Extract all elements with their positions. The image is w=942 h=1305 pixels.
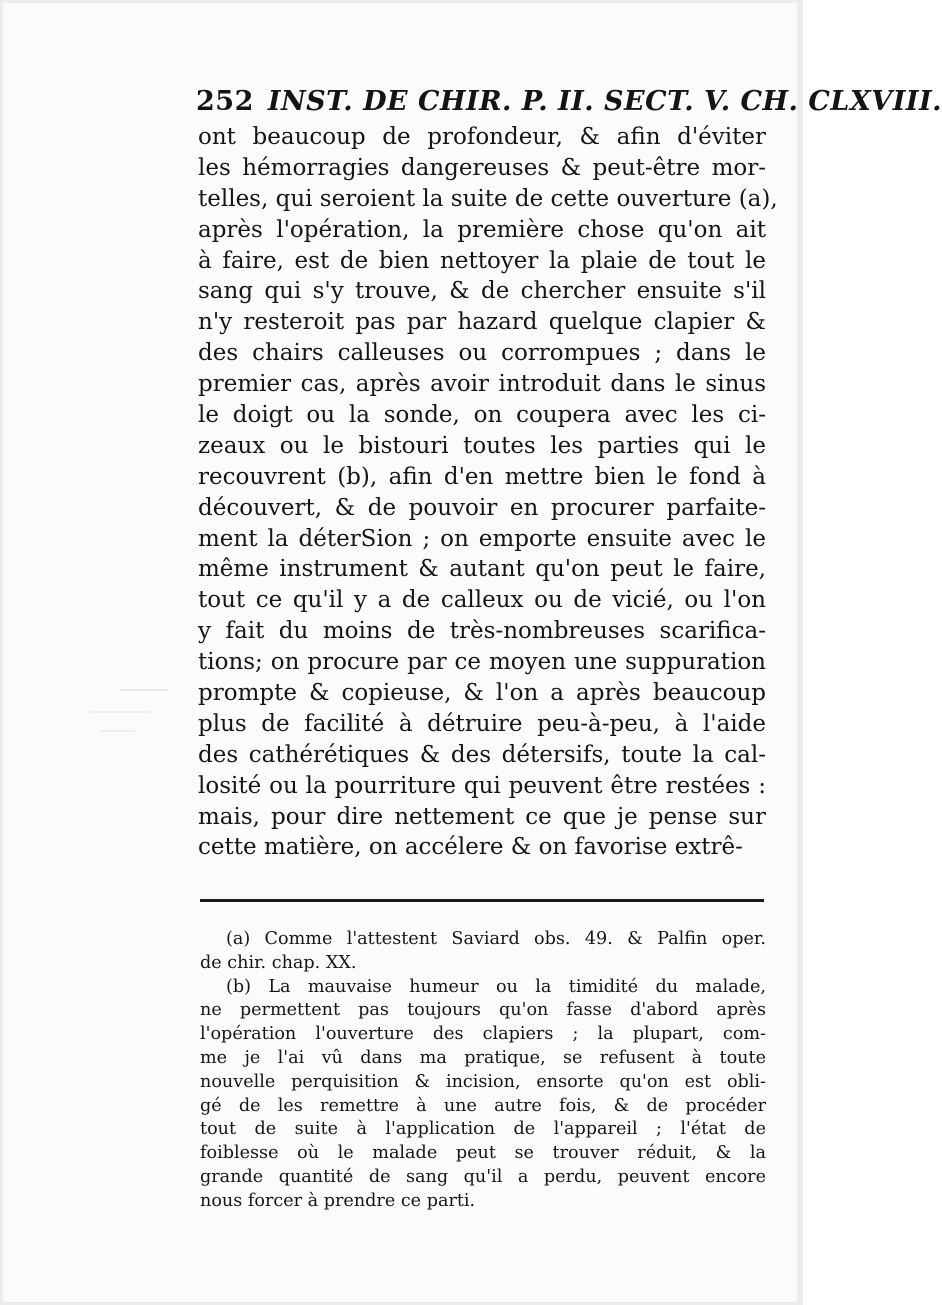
text-line: premier cas, après avoir introduit dans le sinus bbox=[198, 371, 766, 398]
footnote-line: tout de suite à l'application de l'appareil ; l'état de bbox=[200, 1119, 766, 1140]
text-line: n'y resteroit pas par hazard quelque clapier & bbox=[198, 309, 766, 336]
footnote-line: de chir. chap. XX. bbox=[200, 952, 357, 973]
text-line: zeaux ou le bistouri toutes les parties qui le bbox=[198, 432, 766, 459]
text-line: mais, pour dire nettement ce que je pense sur bbox=[198, 803, 766, 830]
running-title: INST. DE CHIR. P. II. SECT. V. CH. CLXVIII. bbox=[267, 86, 942, 117]
text-line: tout ce qu'il y a de calleux ou de vicié, ou l'on bbox=[198, 587, 766, 614]
text-line: losité ou la pourriture qui peuvent être restées : bbox=[198, 772, 766, 799]
footnote-line: ne permettent pas toujours qu'on fasse d'abord après bbox=[200, 1000, 766, 1021]
page-number: 252 bbox=[196, 86, 254, 117]
text-line: prompte & copieuse, & l'on a après beaucoup bbox=[198, 680, 766, 707]
text-line: plus de facilité à détruire peu-à-peu, à l'aide bbox=[198, 710, 766, 737]
text-line: ont beaucoup de profondeur, & afin d'éviter bbox=[198, 124, 766, 150]
text-line: après l'opération, la première chose qu'on ait bbox=[198, 216, 766, 243]
footnote-line: foiblesse où le malade peut se trouver réduit, & la bbox=[200, 1143, 766, 1164]
footnote-line: (a) Comme l'attestent Saviard obs. 49. & Palfin oper. bbox=[226, 929, 766, 949]
text-line: tions; on procure par ce moyen une suppuration bbox=[198, 649, 766, 676]
running-header bbox=[196, 86, 942, 117]
main-text bbox=[198, 122, 778, 863]
footnote-line: l'opération l'ouverture des clapiers ; la plupart, com- bbox=[200, 1024, 766, 1045]
text-line: à faire, est de bien nettoyer la plaie de tout le bbox=[198, 247, 766, 274]
text-line: ment la déterSion ; on emporte ensuite avec le bbox=[198, 525, 766, 552]
text-line: cette matière, on accélere & on favorise extrê- bbox=[198, 834, 743, 861]
text-line: sang qui s'y trouve, & de chercher ensuite s'il bbox=[198, 278, 766, 305]
footnote-line: nous forcer à prendre ce parti. bbox=[200, 1190, 476, 1211]
footnote-line: (b) La mauvaise humeur ou la timidité du malade, bbox=[226, 976, 766, 997]
text-line: y fait du moins de très-nombreuses scarifica- bbox=[198, 618, 766, 645]
text-line: le doigt ou la sonde, on coupera avec les ci- bbox=[198, 402, 766, 429]
text-line: les hémorragies dangereuses & peut-être mor- bbox=[198, 154, 766, 181]
text-line: recouvrent (b), afin d'en mettre bien le fond à bbox=[198, 463, 766, 490]
footnote-line: me je l'ai vû dans ma pratique, se refusent à toute bbox=[200, 1047, 766, 1068]
text-line: découvert, & de pouvoir en procurer parfaite- bbox=[198, 494, 766, 521]
text-line: telles, qui seroient la suite de cette ouverture (a), bbox=[198, 185, 778, 212]
footnote-line: nouvelle perquisition & incision, ensorte qu'on est obli- bbox=[200, 1071, 766, 1092]
text-line: même instrument & autant qu'on peut le faire, bbox=[198, 556, 766, 583]
footnote-rule bbox=[200, 899, 764, 902]
footnotes bbox=[200, 928, 766, 1214]
text-line: des cathérétiques & des détersifs, toute la cal- bbox=[198, 741, 766, 768]
text-line: des chairs calleuses ou corrompues ; dans le bbox=[198, 340, 766, 367]
footnote-line: grande quantité de sang qu'il a perdu, peuvent encore bbox=[200, 1166, 766, 1187]
footnote-line: gé de les remettre à une autre fois, & de procéder bbox=[200, 1095, 766, 1116]
